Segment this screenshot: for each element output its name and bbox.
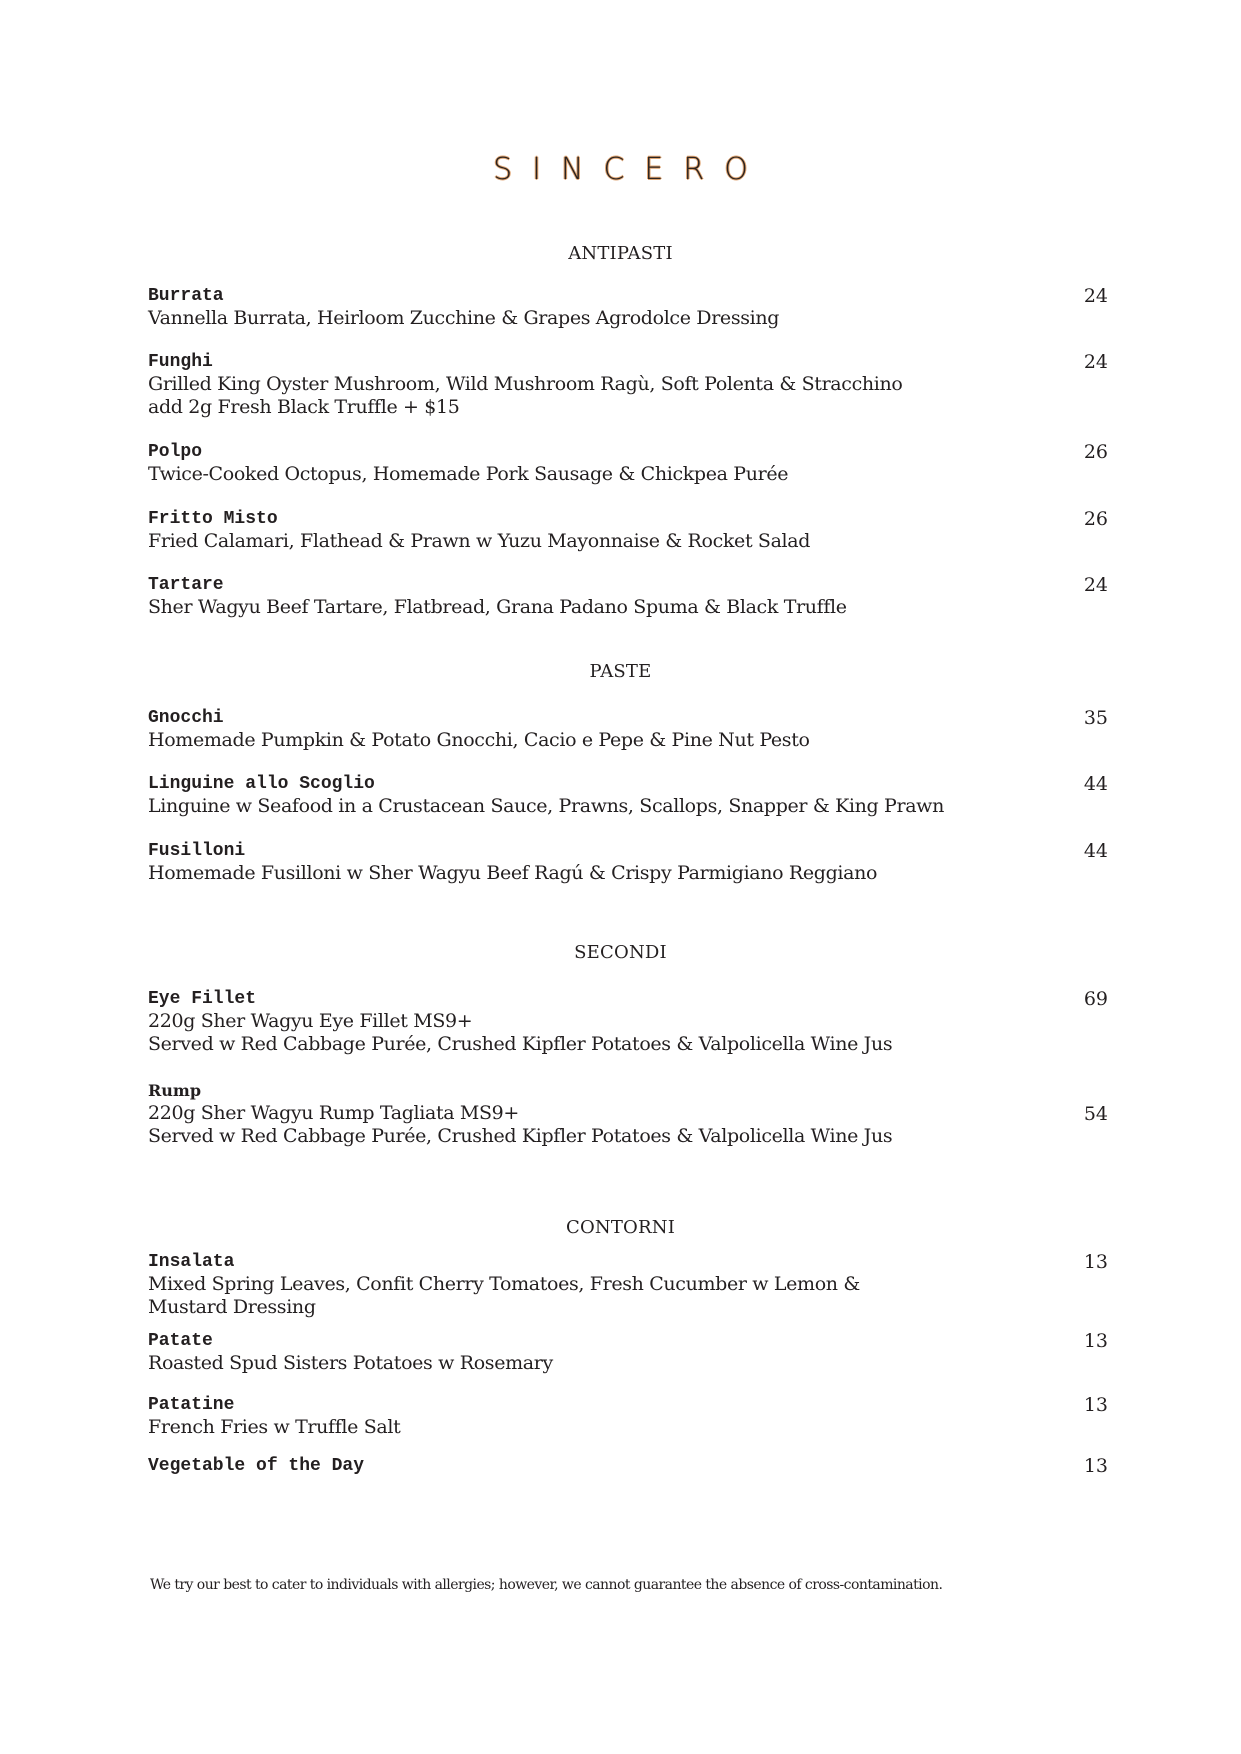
item-price: 69 [1083,988,1108,1010]
item-description: Sher Wagyu Beef Tartare, Flatbread, Grana Padano Spuma & Black Truffle [148,596,847,618]
section-title-antipasti: ANTIPASTI [568,243,673,264]
item-price: 13 [1083,1455,1108,1477]
item-price: 13 [1083,1394,1108,1416]
menu-item-funghi [148,351,1108,419]
item-description-sides: Served w Red Cabbage Purée, Crushed Kipfler Potatoes & Valpolicella Wine Jus [148,1125,893,1147]
section-title-paste: PASTE [589,661,652,682]
item-price: 13 [1083,1251,1108,1273]
menu-item-patate [148,1330,1108,1375]
menu-item-insalata [148,1251,1108,1319]
item-description-cont: Mustard Dressing [148,1296,316,1318]
item-name: Patate [148,1331,213,1351]
menu-item-tartare [148,574,1108,619]
item-price: 54 [1083,1103,1108,1125]
item-name: Rump [148,1081,202,1100]
item-name: Vegetable of the Day [148,1456,365,1476]
item-price: 44 [1083,773,1108,795]
menu-item-vegetable-of-the-day [148,1455,1108,1477]
menu-item-eye-fillet [148,988,1108,1056]
menu-item-linguine [148,773,1108,818]
item-name: Tartare [148,575,224,595]
restaurant-logo [0,152,1241,187]
item-description-sides: Served w Red Cabbage Purée, Crushed Kipfler Potatoes & Valpolicella Wine Jus [148,1033,893,1055]
logo-wordmark: SINCERO [493,152,768,187]
item-name: Eye Fillet [148,989,257,1009]
item-name: Funghi [148,352,213,372]
item-description: 220g Sher Wagyu Rump Tagliata MS9+ [148,1102,519,1124]
menu-item-polpo [148,441,1108,486]
item-description: Mixed Spring Leaves, Confit Cherry Tomatoes, Fresh Cucumber w Lemon & [148,1273,860,1295]
item-name: Fritto Misto [148,509,278,529]
item-name: Insalata [148,1252,235,1272]
item-name: Polpo [148,442,203,462]
item-description: Linguine w Seafood in a Crustacean Sauce, Prawns, Scallops, Snapper & King Prawn [148,795,944,817]
item-price: 24 [1083,574,1108,596]
item-price: 26 [1083,508,1108,530]
item-addon: add 2g Fresh Black Truffle + $15 [148,396,460,418]
item-price: 13 [1083,1330,1108,1352]
item-description: Roasted Spud Sisters Potatoes w Rosemary [148,1352,553,1374]
item-price: 26 [1083,441,1108,463]
item-description: Grilled King Oyster Mushroom, Wild Mushroom Ragù, Soft Polenta & Stracchino [148,373,903,395]
item-name: Patatine [148,1395,235,1415]
item-description: Vannella Burrata, Heirloom Zucchine & Grapes Agrodolce Dressing [148,307,780,329]
item-description: Homemade Pumpkin & Potato Gnocchi, Cacio e Pepe & Pine Nut Pesto [148,729,810,751]
section-title-secondi: SECONDI [574,942,667,963]
menu-item-fritto-misto [148,508,1108,553]
section-title-contorni: CONTORNI [565,1217,676,1238]
item-description: French Fries w Truffle Salt [148,1416,401,1438]
menu-item-patatine [148,1394,1108,1439]
menu-item-burrata [148,285,1108,330]
item-description: Homemade Fusilloni w Sher Wagyu Beef Ragú & Crispy Parmigiano Reggiano [148,862,878,884]
item-description: 220g Sher Wagyu Eye Fillet MS9+ [148,1010,473,1032]
item-name: Gnocchi [148,708,224,728]
item-description: Twice-Cooked Octopus, Homemade Pork Sausage & Chickpea Purée [148,463,789,485]
item-price: 44 [1083,840,1108,862]
item-name: Linguine allo Scoglio [148,774,375,794]
menu-item-rump [148,1080,1108,1148]
item-price: 35 [1083,707,1108,729]
allergy-disclaimer: We try our best to cater to individuals with allergies; however, we cannot guarantee the absence of cross-contamination. [150,1577,943,1593]
item-description: Fried Calamari, Flathead & Prawn w Yuzu Mayonnaise & Rocket Salad [148,530,811,552]
item-price: 24 [1083,285,1108,307]
menu-item-gnocchi [148,707,1108,752]
item-name: Fusilloni [148,841,246,861]
item-name: Burrata [148,286,224,306]
menu-item-fusilloni [148,840,1108,885]
item-price: 24 [1083,351,1108,373]
